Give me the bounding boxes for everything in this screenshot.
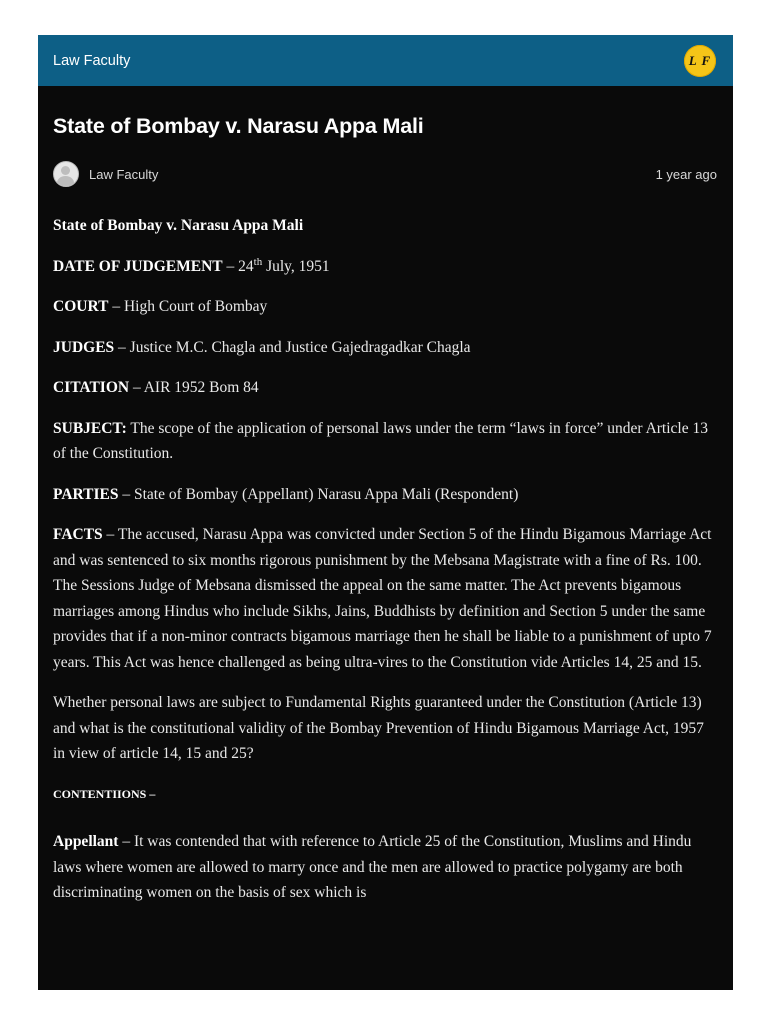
judges-paragraph	[53, 335, 717, 361]
date-paragraph	[53, 254, 717, 280]
top-bar	[38, 35, 733, 86]
article-title: State of Bombay v. Narasu Appa Mali	[53, 114, 424, 138]
author-block[interactable]	[53, 161, 158, 187]
citation-text: – AIR 1952 Bom 84	[129, 379, 259, 396]
date-rest: July, 1951	[262, 257, 330, 275]
court-text: – High Court of Bombay	[108, 298, 268, 315]
date-label: DATE OF JUDGEMENT	[53, 257, 223, 275]
citation-paragraph	[53, 375, 717, 401]
contentions-heading: CONTENTIIONS –	[53, 786, 156, 801]
facts-text: – The accused, Narasu Appa was convicted under Section 5 of the Hindu Bigamous Marriage Act and was sentenced to six months rigorous punishment by the Mebsana Magistrate with a fine of Rs. 100. The Sessions Judge of Mebsana dismissed the appeal on the same matter. The Act prevents bigamous marriages among Hindus who include Sikhs, Jains, Buddhists by definition and Section 5 under the same provides that if a non-minor contracts bigamous marriage then he shall be liable to a punishment of upto 7 years. This Act was hence challenged as being ultra-vires to the Constitution vide Articles 14, 25 and 15.	[53, 526, 712, 671]
facts-paragraph	[53, 522, 717, 675]
post-time: 1 year ago	[655, 166, 717, 182]
subject-text: The scope of the application of personal laws under the term “laws in force” under Article 13 of the Constitution.	[53, 419, 708, 462]
judges-text: – Justice M.C. Chagla and Justice Gajedragadkar Chagla	[114, 338, 471, 356]
article-body	[53, 213, 717, 906]
subject-paragraph	[53, 416, 717, 467]
appellant-text: – It was contended that with reference to Article 25 of the Constitution, Muslims and Hindu laws where women are allowed to marry once and the men are allowed to practice polygamy are both discriminating women on the basis of sex which is	[53, 833, 692, 901]
case-heading: State of Bombay v. Narasu Appa Mali	[53, 217, 304, 234]
parties-text: – State of Bombay (Appellant) Narasu Appa Mali (Respondent)	[118, 485, 519, 503]
date-sup: th	[253, 255, 263, 268]
court-paragraph	[53, 294, 717, 320]
court-label: COURT	[53, 298, 109, 315]
issue-paragraph: Whether personal laws are subject to Fundamental Rights guaranteed under the Constitution (Article 13) and what is the constitutional validity of the Bombay Prevention of Hindu Bigamous Marriage Act, 1957 in view of article 14, 15 and 25?	[53, 694, 704, 762]
judges-label: JUDGES	[53, 338, 115, 356]
subject-label: SUBJECT:	[53, 419, 127, 437]
article-meta	[53, 161, 717, 187]
site-logo[interactable]: L F	[684, 45, 716, 77]
avatar	[53, 161, 79, 187]
parties-label: PARTIES	[53, 485, 119, 503]
page-frame	[38, 35, 733, 990]
site-name-link[interactable]: Law Faculty	[53, 52, 131, 69]
article	[38, 114, 733, 906]
appellant-paragraph	[53, 829, 717, 906]
facts-label: FACTS	[53, 526, 103, 543]
body-heading	[53, 213, 717, 239]
appellant-label: Appellant	[53, 833, 119, 850]
parties-paragraph	[53, 482, 717, 508]
date-day: – 24	[222, 257, 254, 275]
author-name[interactable]: Law Faculty	[89, 166, 159, 182]
citation-label: CITATION	[53, 379, 130, 396]
